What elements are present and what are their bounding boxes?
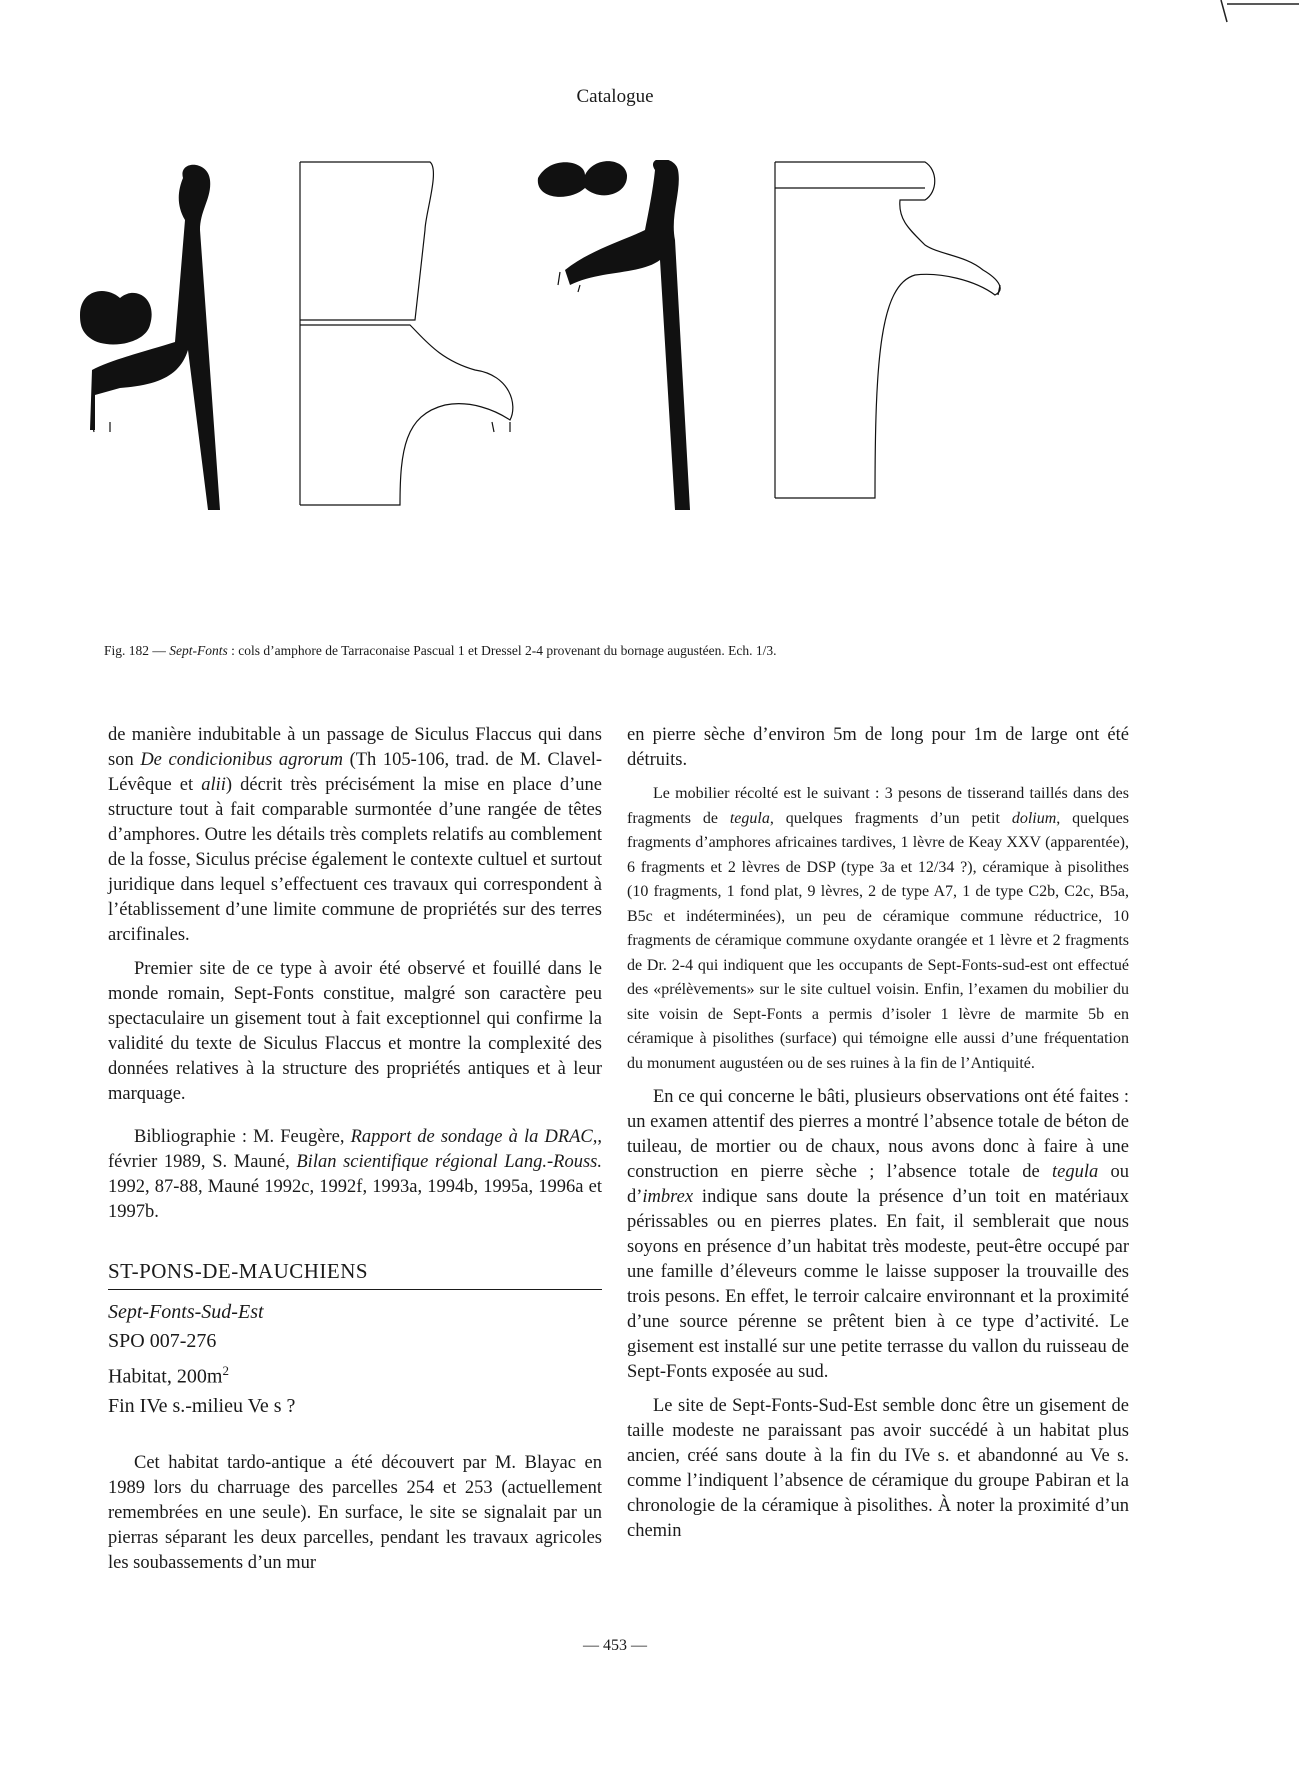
paragraph: Le site de Sept-Fonts-Sud-Est semble donc être un gisement de taille modeste ne paraissant pas avoir succédé à un habitat plus ancien, créé sans doute à la fin du IVe s. et abandonné au Ve s. comme l’indiquent l’absence de céramique du groupe Pabiran et la chronologie de la céramique à pisolithes. À noter la proximité d’un chemin — [627, 1396, 1129, 1541]
page-number: — 453 — — [583, 1637, 647, 1654]
site-name: Sept-Fonts-Sud-Est — [108, 1301, 264, 1323]
section-title: ST-PONS-DE-MAUCHIENS — [108, 1259, 602, 1290]
amphora-neck-drawings — [80, 160, 1200, 600]
site-info — [108, 1298, 602, 1421]
caption-site: Sept-Fonts — [169, 643, 228, 658]
left-column — [108, 723, 602, 1576]
site-type: Habitat, $200m^2$ — [108, 1363, 229, 1388]
paragraph: Cet habitat tardo-antique a été découvert par M. Blayac en 1989 lors du charruage des parcelles 254 et 253 (actuellement remembrées en une seule). En surface, le site se signalait par un pierras séparant les deux parcelles, pendant les travaux agricoles les soubassements d’un mur — [108, 1452, 602, 1573]
caption-label: Fig. 182 — — [104, 643, 166, 658]
running-header: Catalogue — [576, 86, 654, 107]
paragraph: En ce qui concerne le bâti, plusieurs observations ont été faites : un examen attentif des pierres a montré l’absence totale de béton de tuileau, de mortier ou de chaux, nous avons donc à faire à une construction en pierre sèche ; l’absence totale de tegula ou d’imbrex indique sans doute la présence d’un toit en matériaux périssables ou en pierres plates. En fait, il semblerait que nous soyons en présence d’un habitat très modeste, peut-être occupé par une famille d’éleveurs comme le laisse supposer la trouvaille des trois pesons. En effet, le terroir calcaire environnant et la proximité d’une source pérenne se prêtent bien à ce type d’activité. Le gisement est installé sur une petite terrasse du vallon du ruisseau de Sept-Fonts exposée au sud. — [627, 1087, 1130, 1382]
caption-text: : cols d’amphore de Tarraconaise Pascual 1 et Dressel 2-4 provenant du bornage augustéen. Ech. 1/3. — [231, 643, 777, 658]
paragraph: Premier site de ce type à avoir été observé et fouillé dans le monde romain, Sept-Fonts constitue, malgré son caractère peu spectaculaire un gisement tout à fait exceptionnel qui confirme la validité du texte de Siculus Flaccus et montre la complexité des données relatives à la structure des propriétés antiques et à leur marquage. — [108, 959, 602, 1104]
paragraph-mobilier: Le mobilier récolté est le suivant : 3 pesons de tisserand taillés dans des fragments de tegula, quelques fragments d’un petit dolium, quelques fragments d’amphores africaines tardives, 1 lèvre de Keay XXV (apparentée), 6 fragments et 2 lèvres de DSP (type 3a et 12/34 ?), céramique à pisolithes (10 fragments, 1 fond plat, 9 lèvres, 2 de type A7, 1 de type C2b, C2c, B5a, B5c et indéterminées), un peu de céramique commune réductrice, 10 fragments de céramique commune oxydante orangée et 1 lèvre et 2 fragments de Dr. 2-4 qui indiquent que les occupants de Sept-Fonts-sud-est ont effectué des «prélèvements» sur le site cultuel voisin. Enfin, l’examen du mobilier du site voisin de Sept-Fonts a permis d’isoler 1 lèvre de marmite 5b en céramique à pisolithes (surface) qui témoigne elle aussi d’une fréquentation du monument augustéen ou de ses ruines à la fin de l’Antiquité. — [627, 785, 1130, 1072]
site-date: Fin IVe s.-milieu Ve s ? — [108, 1394, 296, 1417]
paragraph: de manière indubitable à un passage de Siculus Flaccus qui dans son De condicionibus agrorum (Th 105-106, trad. de M. Clavel-Lévêque et alii) décrit très précisément la mise en place d’une structure tout à fait comparable surmontée d’une rangée de têtes d’amphores. Outre les détails très complets relatifs au comblement de la fosse, Siculus précise également le contexte cultuel et surtout juridique dans lequel s’effectuent ces travaux qui correspondent à l’établissement d’une limite commune de propriétés sur des terres arcifinales. — [108, 725, 602, 945]
handle-section-left — [80, 291, 152, 344]
paragraph: en pierre sèche d’environ 5m de long pour 1m de large ont été détruits. — [627, 725, 1129, 770]
bibliography: Bibliographie : M. Feugère, Rapport de sondage à la DRAC,, février 1989, S. Mauné, Bilan scientifique régional Lang.-Rouss. 1992, 87-88, Mauné 1992c, 1992f, 1993a, 1994b, 1995a, 1996a et 1997b. — [108, 1127, 603, 1222]
right-column — [627, 723, 1129, 1544]
profile-section-right — [565, 160, 690, 510]
corner-crop-mark — [1219, 0, 1299, 40]
handle-section-right — [538, 161, 627, 197]
site-code: SPO 007-276 — [108, 1330, 217, 1352]
pascual-1-neck-drawing — [80, 162, 513, 510]
dressel-2-4-neck-drawing — [538, 160, 1000, 510]
figure-caption — [104, 643, 1204, 659]
